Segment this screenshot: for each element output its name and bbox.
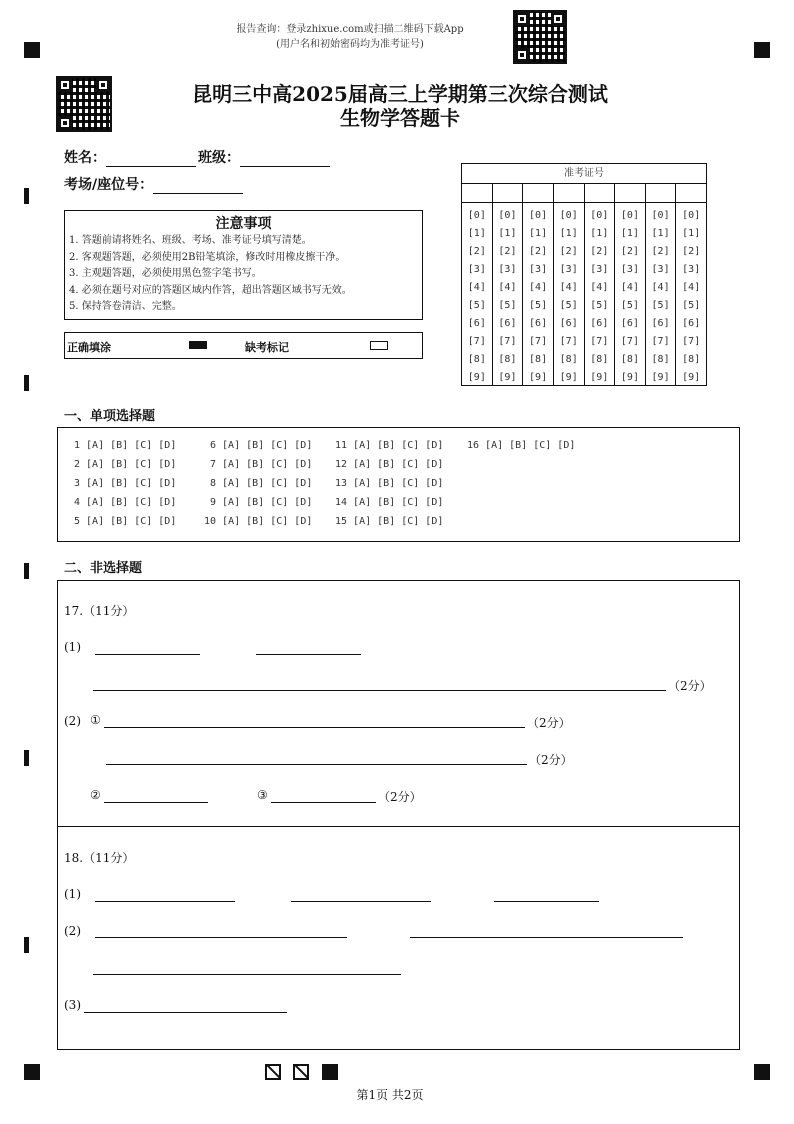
admission-digit-bubble[interactable]: [3]	[590, 264, 609, 275]
admission-digit-bubble[interactable]: [4]	[682, 282, 701, 293]
admission-digit-bubble[interactable]: [1]	[559, 228, 578, 239]
admission-digit-bubble[interactable]: [7]	[682, 336, 701, 347]
mc-question-6[interactable]: 6 [A] [B] [C] [D]	[210, 440, 313, 451]
admission-digit-bubble[interactable]: [3]	[467, 264, 486, 275]
notice-item: 3. 主观题答题，必须使用黑色签字笔书写。	[69, 268, 262, 279]
admission-digit-column	[585, 203, 616, 386]
mc-question-9[interactable]: 9 [A] [B] [C] [D]	[210, 497, 313, 508]
seat-row	[64, 174, 243, 194]
notice-item: 2. 客观题答题，必须使用2B铅笔填涂，修改时用橡皮擦干净。	[69, 251, 346, 263]
q17-2-item3-mark: ③	[257, 788, 268, 802]
timing-mark	[24, 750, 29, 766]
admission-digit-bubble[interactable]: [0]	[620, 210, 639, 221]
admission-digit-bubble[interactable]: [8]	[559, 354, 578, 365]
mc-question-12[interactable]: 12 [A] [B] [C] [D]	[335, 459, 444, 470]
q17-2-blank-1b[interactable]	[106, 764, 527, 765]
q17-1-blank-long[interactable]	[93, 690, 666, 691]
admission-digit-bubble[interactable]: [4]	[559, 282, 578, 293]
admission-digit-bubble[interactable]: [6]	[590, 318, 609, 329]
sheet-subtitle: 生物学答题卡	[340, 106, 460, 130]
admission-digit-bubble[interactable]: [9]	[498, 372, 517, 383]
q18-part2-label: (2)	[64, 924, 81, 938]
corner-mark-bottom-left	[24, 1064, 40, 1080]
timing-mark	[24, 188, 29, 204]
admission-digit-bubble[interactable]: [0]	[651, 210, 670, 221]
admission-digit-bubble[interactable]: [8]	[620, 354, 639, 365]
admission-digit-bubble[interactable]: [8]	[467, 354, 486, 365]
admission-digit-bubble[interactable]: [0]	[682, 210, 701, 221]
notice-box	[64, 210, 423, 320]
admission-digit-bubble[interactable]: [5]	[559, 300, 578, 311]
admission-digit-bubble[interactable]: [3]	[682, 264, 701, 275]
mc-question-10[interactable]: 10 [A] [B] [C] [D]	[204, 516, 313, 527]
page-number: 第1页 共2页	[356, 1088, 424, 1102]
q17-2-blank-1a[interactable]	[104, 727, 525, 728]
q18-1-blank-b[interactable]	[291, 901, 431, 902]
footer-check-mark	[293, 1064, 309, 1080]
admission-digit-bubble[interactable]: [2]	[467, 246, 486, 257]
q17-1-blank-a[interactable]	[95, 654, 200, 655]
q18-2-blank-a[interactable]	[95, 937, 347, 938]
admission-digit-bubble[interactable]: [8]	[651, 354, 670, 365]
notice-title: 注意事项	[215, 216, 272, 232]
q18-answer-box	[57, 826, 740, 1050]
mc-question-1[interactable]: 1 [A] [B] [C] [D]	[74, 440, 177, 451]
mc-question-16[interactable]: 16 [A] [B] [C] [D]	[467, 440, 576, 451]
admission-digit-bubble[interactable]: [8]	[682, 354, 701, 365]
admission-digit-bubble[interactable]: [9]	[620, 372, 639, 383]
admission-digit-bubble[interactable]: [1]	[498, 228, 517, 239]
section2-heading: 二、非选择题	[64, 561, 143, 576]
admission-digit-bubble[interactable]: [8]	[498, 354, 517, 365]
admission-digit-bubble[interactable]: [7]	[559, 336, 578, 347]
admission-digit-bubble[interactable]: [6]	[498, 318, 517, 329]
fill-example-box	[64, 332, 423, 359]
notice-item: 5. 保持答卷清洁、完整。	[69, 301, 182, 312]
admission-digit-bubble[interactable]: [3]	[651, 264, 670, 275]
admission-digit-bubble[interactable]: [7]	[498, 336, 517, 347]
admission-digit-bubble[interactable]: [3]	[559, 264, 578, 275]
mc-question-11[interactable]: 11 [A] [B] [C] [D]	[335, 440, 444, 451]
admission-digit-bubble[interactable]: [2]	[529, 246, 548, 257]
absent-mark-label: 缺考标记	[245, 341, 289, 354]
timing-mark	[24, 563, 29, 579]
admission-digit-bubble[interactable]: [1]	[651, 228, 670, 239]
q18-2-blank-c[interactable]	[93, 974, 401, 975]
q17-2-blank-3[interactable]	[271, 802, 376, 803]
admission-digit-bubble[interactable]: [7]	[620, 336, 639, 347]
mc-question-15[interactable]: 15 [A] [B] [C] [D]	[335, 516, 444, 527]
admission-digit-bubble[interactable]: [4]	[590, 282, 609, 293]
mc-question-2[interactable]: 2 [A] [B] [C] [D]	[74, 459, 177, 470]
corner-mark-bottom-right	[754, 1064, 770, 1080]
admission-digit-column	[554, 203, 585, 386]
report-query-line2: (用户名和初始密码均为准考证号)	[276, 39, 424, 50]
admission-digit-bubble[interactable]: [6]	[620, 318, 639, 329]
notice-item: 4. 必须在题号对应的答题区域内作答，超出答题区域书写无效。	[69, 284, 352, 296]
report-query-line1: 报告查询：登录zhixue.com或扫描二维码下载App	[236, 24, 464, 35]
q17-part1-label: (1)	[64, 640, 81, 654]
mc-question-5[interactable]: 5 [A] [B] [C] [D]	[74, 516, 177, 527]
admission-digit-bubble[interactable]: [2]	[620, 246, 639, 257]
seat-field[interactable]	[153, 179, 243, 194]
admission-digit-bubble[interactable]: [8]	[529, 354, 548, 365]
mc-question-13[interactable]: 13 [A] [B] [C] [D]	[335, 478, 444, 489]
admission-digit-bubble[interactable]: [5]	[590, 300, 609, 311]
name-field[interactable]	[106, 152, 196, 167]
admission-digit-bubble[interactable]: [6]	[467, 318, 486, 329]
q17-2-score-2: （2分）	[529, 753, 573, 767]
admission-digit-bubble[interactable]: [9]	[559, 372, 578, 383]
absent-mark-box[interactable]	[370, 341, 388, 350]
admission-digit-bubble[interactable]: [9]	[651, 372, 670, 383]
admission-digit-bubble[interactable]: [7]	[651, 336, 670, 347]
correct-fill-label: 正确填涂	[67, 341, 111, 354]
admission-digit-bubble[interactable]: [5]	[467, 300, 486, 311]
admission-digit-bubble[interactable]: [0]	[467, 210, 486, 221]
timing-mark	[24, 937, 29, 953]
admission-digit-bubble[interactable]: [4]	[651, 282, 670, 293]
section1-heading: 一、单项选择题	[64, 409, 156, 424]
notice-item: 1. 答题前请将姓名、班级、考场、准考证号填写清楚。	[69, 235, 312, 246]
admission-digit-bubble[interactable]: [9]	[467, 372, 486, 383]
admission-number-title: 准考证号	[462, 164, 706, 184]
admission-digit-bubble[interactable]: [3]	[529, 264, 548, 275]
qr-code-sheet	[56, 76, 112, 132]
admission-digit-bubble[interactable]: [2]	[590, 246, 609, 257]
qr-code-app	[513, 10, 567, 64]
admission-digit-bubble[interactable]: [6]	[529, 318, 548, 329]
admission-digit-bubble[interactable]: [8]	[590, 354, 609, 365]
admission-number-grid	[461, 163, 707, 386]
admission-digit-bubble[interactable]: [4]	[620, 282, 639, 293]
q17-2-blank-2[interactable]	[104, 802, 208, 803]
q17-part2-label: (2)	[64, 714, 81, 728]
admission-digit-bubble[interactable]: [5]	[651, 300, 670, 311]
admission-digit-column	[615, 203, 646, 386]
admission-digit-bubble[interactable]: [4]	[529, 282, 548, 293]
corner-mark-top-right	[754, 42, 770, 58]
exam-title: 昆明三中高2025届高三上学期第三次综合测试	[192, 82, 608, 106]
admission-digit-bubble[interactable]: [0]	[529, 210, 548, 221]
admission-digit-bubble[interactable]: [0]	[498, 210, 517, 221]
admission-digit-bubble[interactable]: [5]	[620, 300, 639, 311]
admission-digit-column	[676, 203, 706, 386]
mc-question-4[interactable]: 4 [A] [B] [C] [D]	[74, 497, 177, 508]
admission-digit-bubble[interactable]: [0]	[590, 210, 609, 221]
q18-1-blank-a[interactable]	[95, 901, 235, 902]
admission-digit-bubble[interactable]: [5]	[682, 300, 701, 311]
admission-digit-bubble[interactable]: [7]	[529, 336, 548, 347]
footer-solid-mark	[322, 1064, 338, 1080]
seat-label: 考场/座位号：	[64, 177, 154, 193]
admission-digit-bubble[interactable]: [1]	[590, 228, 609, 239]
admission-digit-bubble[interactable]: [1]	[620, 228, 639, 239]
q17-2-score-3: （2分）	[378, 790, 422, 804]
admission-digit-bubble[interactable]: [4]	[467, 282, 486, 293]
admission-number-write-row[interactable]	[462, 184, 706, 203]
admission-digit-bubble[interactable]: [3]	[620, 264, 639, 275]
q18-2-blank-b[interactable]	[410, 937, 683, 938]
admission-digit-bubble[interactable]: [0]	[559, 210, 578, 221]
mc-question-14[interactable]: 14 [A] [B] [C] [D]	[335, 497, 444, 508]
q18-3-blank[interactable]	[84, 1012, 287, 1013]
admission-digit-column	[462, 203, 493, 386]
admission-digit-column	[493, 203, 524, 386]
admission-digit-bubble[interactable]: [9]	[529, 372, 548, 383]
q17-2-item2-mark: ②	[90, 788, 101, 802]
admission-digit-bubble[interactable]: [5]	[498, 300, 517, 311]
admission-digit-column	[523, 203, 554, 386]
admission-digit-bubble[interactable]: [2]	[498, 246, 517, 257]
name-label: 姓名：	[64, 150, 106, 166]
q18-title: 18.（11分）	[64, 851, 135, 865]
correct-fill-sample	[189, 341, 207, 349]
admission-digit-columns	[462, 203, 706, 386]
admission-digit-bubble[interactable]: [1]	[467, 228, 486, 239]
mc-question-3[interactable]: 3 [A] [B] [C] [D]	[74, 478, 177, 489]
corner-mark-top-left	[24, 42, 40, 58]
admission-digit-bubble[interactable]: [2]	[682, 246, 701, 257]
name-class-row	[64, 147, 330, 167]
admission-digit-bubble[interactable]: [6]	[559, 318, 578, 329]
admission-digit-column	[646, 203, 677, 386]
admission-digit-bubble[interactable]: [7]	[467, 336, 486, 347]
mc-question-8[interactable]: 8 [A] [B] [C] [D]	[210, 478, 313, 489]
mc-question-7[interactable]: 7 [A] [B] [C] [D]	[210, 459, 313, 470]
admission-digit-bubble[interactable]: [3]	[498, 264, 517, 275]
q17-title: 17.（11分）	[64, 604, 135, 618]
report-query-note	[200, 22, 500, 52]
admission-digit-bubble[interactable]: [7]	[590, 336, 609, 347]
admission-digit-bubble[interactable]: [6]	[651, 318, 670, 329]
q17-1-blank-b[interactable]	[256, 654, 361, 655]
timing-mark	[24, 375, 29, 391]
admission-digit-bubble[interactable]: [5]	[529, 300, 548, 311]
q18-part1-label: (1)	[64, 887, 81, 901]
admission-digit-bubble[interactable]: [9]	[590, 372, 609, 383]
q18-part3-label: (3)	[64, 998, 81, 1012]
class-field[interactable]	[240, 152, 330, 167]
q18-1-blank-c[interactable]	[494, 901, 599, 902]
q17-1-score: （2分）	[668, 679, 712, 693]
admission-digit-bubble[interactable]: [1]	[529, 228, 548, 239]
q17-2-score-1: （2分）	[527, 716, 571, 730]
admission-digit-bubble[interactable]: [4]	[498, 282, 517, 293]
admission-digit-bubble[interactable]: [6]	[682, 318, 701, 329]
footer-check-mark	[265, 1064, 281, 1080]
admission-digit-bubble[interactable]: [9]	[682, 372, 701, 383]
q17-2-item1-mark: ①	[90, 713, 101, 727]
admission-digit-bubble[interactable]: [1]	[682, 228, 701, 239]
admission-digit-bubble[interactable]: [2]	[559, 246, 578, 257]
admission-digit-bubble[interactable]: [2]	[651, 246, 670, 257]
class-label: 班级：	[198, 150, 240, 166]
